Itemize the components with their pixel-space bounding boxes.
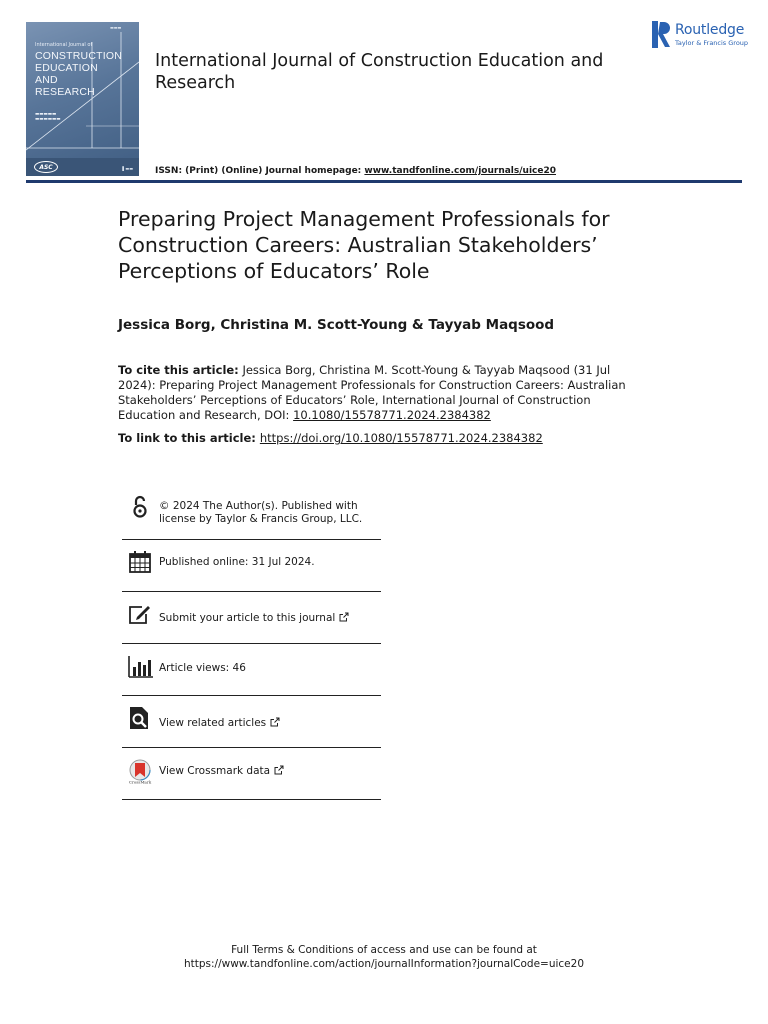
list-item-published: [122, 540, 381, 592]
article-authors: Jessica Borg, Christina M. Scott-Young & Tayyab Maqsood: [118, 317, 555, 333]
calendar-icon: [127, 549, 153, 575]
asc-logo: ASC: [34, 161, 58, 173]
list-item-open-access: [122, 488, 381, 540]
open-access-text-line2: license by Taylor & Francis Group, LLC.: [159, 513, 363, 525]
cover-publisher-mark: ▌▬▬: [122, 166, 133, 171]
citation-label: To cite this article:: [118, 363, 239, 377]
journal-homepage-link[interactable]: www.tandfonline.com/journals/uice20: [364, 166, 556, 176]
cover-volume-lines: ▬▬▬▬▬ ▬▬▬▬▬▬: [35, 112, 61, 122]
publisher-name: Routledge: [675, 22, 745, 38]
terms-footer-url[interactable]: https://www.tandfonline.com/action/journalInformation?journalCode=uice20: [184, 958, 584, 970]
published-date-text: Published online: 31 Jul 2024.: [159, 556, 315, 568]
terms-footer: [0, 943, 768, 971]
open-access-icon: [127, 494, 153, 520]
publisher-subtitle: Taylor & Francis Group: [675, 39, 749, 47]
cover-title: CONSTRUCTION EDUCATION AND RESEARCH: [35, 50, 122, 98]
cover-issn-mark: ▬▬▬: [110, 25, 122, 30]
citation-doi-link[interactable]: 10.1080/15578771.2024.2384382: [293, 408, 491, 422]
journal-title[interactable]: International Journal of Construction Education and Research: [155, 51, 604, 93]
routledge-logo[interactable]: [652, 20, 752, 50]
bar-chart-icon: [127, 654, 153, 680]
routledge-r-icon: [652, 21, 672, 48]
citation-block: [118, 363, 648, 423]
list-item-submit[interactable]: [122, 592, 381, 644]
crossmark-link[interactable]: View Crossmark data: [159, 765, 271, 777]
svg-text:CrossMark: CrossMark: [128, 779, 152, 784]
related-articles-link[interactable]: View related articles: [159, 717, 267, 729]
article-link-line: [118, 431, 543, 445]
cover-small-label: International Journal of: [35, 42, 93, 48]
article-title: Preparing Project Management Professionals for Construction Careers: Australian Stakeholders’ Perceptions of Educators’ Role: [118, 207, 610, 283]
submit-article-link[interactable]: Submit your article to this journal: [159, 612, 336, 624]
list-item-views: [122, 644, 381, 696]
edit-icon: [127, 602, 153, 628]
article-doi-url[interactable]: https://doi.org/10.1080/15578771.2024.2384382: [259, 431, 543, 445]
external-link-icon: [339, 612, 349, 622]
link-label: To link to this article:: [118, 431, 260, 445]
issn-label: ISSN: (Print) (Online) Journal homepage:: [155, 166, 365, 176]
article-views-text: Article views: 46: [159, 662, 246, 674]
list-item-crossmark[interactable]: [122, 748, 381, 800]
article-info-list: [122, 488, 381, 800]
header-divider: [26, 180, 742, 183]
external-link-icon: [274, 765, 284, 775]
open-access-text-line1: © 2024 The Author(s). Published with: [159, 500, 358, 512]
issn-line: [155, 166, 556, 176]
terms-footer-text: Full Terms & Conditions of access and use can be found at: [231, 944, 537, 956]
external-link-icon: [270, 717, 280, 727]
crossmark-icon: [127, 758, 153, 784]
list-item-related[interactable]: [122, 696, 381, 748]
search-document-icon: [127, 705, 153, 731]
journal-cover-image: [26, 22, 139, 176]
citation-text: Jessica Borg, Christina M. Scott-Young & Tayyab Maqsood (31 Jul 2024): Preparing Project Management Professionals for Construction Careers: Australian Stakeholders’ Perceptions of Educators’ Role, International Journal of Construction Education and Research, DOI:: [118, 363, 626, 422]
